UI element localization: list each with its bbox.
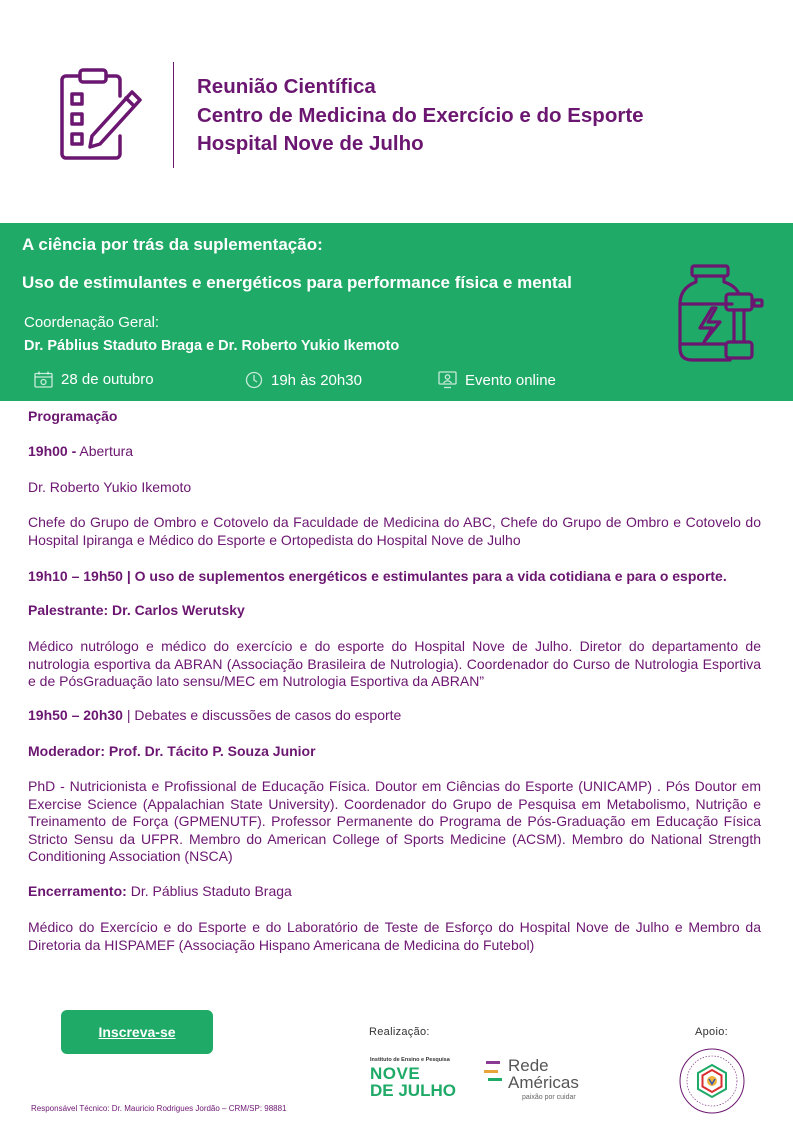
session-closing-bio: Médico do Exercício e do Esporte e do Laboratório de Teste de Esforço do Hospital Nove de Julho e Membro da Diretoria da HISPAMEF (Associação Hispano Americana de Medicina do Futebol)	[28, 919, 761, 953]
calendar-icon	[34, 371, 53, 388]
nove-logo-line2: DE JULHO	[370, 1081, 456, 1100]
session-closing-label: Encerramento:	[28, 883, 127, 899]
rede-logo-line2: Américas	[508, 1073, 579, 1092]
session-opening	[28, 443, 761, 461]
register-button[interactable]: Inscreva-se	[61, 1010, 213, 1054]
coordination-names: Dr. Páblius Staduto Braga e Dr. Roberto Yukio Ikemoto	[24, 338, 400, 354]
event-title: A ciência por trás da suplementação:	[22, 235, 323, 254]
event-mode-text: Evento online	[465, 371, 556, 389]
page-title	[197, 73, 644, 159]
session-closing-name: Dr. Páblius Staduto Braga	[126, 883, 292, 899]
session-opening-bio: Chefe do Grupo de Ombro e Cotovelo da Faculdade de Medicina do ABC, Chefe do Grupo de Ombro e Cotovelo do Hospital Ipiranga e Médico do Esporte e Ortopedista do Hospital Nove de Julho	[28, 514, 761, 548]
event-subtitle: Uso de estimulantes e energéticos para performance física e mental	[22, 273, 572, 292]
rede-logo-tagline: paixão por cuidar	[522, 1094, 576, 1101]
nove-logo-small: Instituto de Ensino e Pesquisa	[370, 1057, 450, 1063]
session-opening-title: Abertura	[76, 443, 134, 459]
clipboard-pencil-icon	[58, 66, 142, 162]
realizacao-label: Realização:	[369, 1026, 430, 1038]
responsible-technician: Responsável Técnico: Dr. Mauricio Rodrigues Jordão – CRM/SP: 98881	[31, 1104, 287, 1113]
title-line-3: Hospital Nove de Julho	[197, 132, 424, 155]
header-divider	[173, 62, 174, 168]
session-debate-bio: PhD - Nutricionista e Profissional de Educação Física. Doutor em Ciências do Esporte (UNICAMP) . Pós Doutor em Exercise Science (Appalachian State University). Coordenador do Grupo de Pesquisa em Metabolismo, Nutrição e Treinamento de Força (GPMENUTF). Professor Permanente do Programa de Pós-Graduação em Educação Física Stricto Sensu da UFPR. Membro do American College of Sports Medicine (ACSM). Membro do National Strength Conditioning Association (NSCA)	[28, 778, 761, 864]
title-line-2: Centro de Medicina do Exercício e do Esporte	[197, 103, 644, 127]
event-mode	[438, 371, 556, 389]
title-line-1: Reunião Científica	[197, 75, 376, 98]
session-debate-title: | Debates e discussões de casos do esporte	[122, 707, 402, 723]
session-talk-heading: 19h10 – 19h50 | O uso de suplementos energéticos e estimulantes para a vida cotidiana e para o esporte.	[28, 568, 727, 584]
session-debate	[28, 707, 761, 725]
online-event-icon	[438, 371, 457, 389]
nove-de-julho-logo	[370, 1057, 456, 1099]
rede-logo-line1: Rede	[508, 1056, 549, 1075]
event-time	[245, 371, 362, 389]
session-debate-time: 19h50 – 20h30	[28, 707, 123, 723]
clock-icon	[245, 371, 263, 389]
session-debate-moderator: Moderador: Prof. Dr. Tácito P. Souza Junior	[28, 743, 316, 759]
event-date-text: 28 de outubro	[61, 371, 154, 388]
supplement-jar-dumbbell-icon	[674, 262, 766, 366]
coordination-label: Coordenação Geral:	[24, 314, 160, 331]
event-time-text: 19h às 20h30	[271, 371, 362, 389]
session-closing	[28, 883, 761, 901]
session-talk-speaker: Palestrante: Dr. Carlos Werutsky	[28, 602, 245, 618]
hispamef-seal-icon	[678, 1047, 746, 1115]
program-heading: Programação	[28, 408, 118, 424]
session-opening-time: 19h00 -	[28, 443, 77, 459]
nove-logo-line1: NOVE	[370, 1064, 421, 1083]
event-date	[34, 371, 154, 388]
apoio-label: Apoio:	[695, 1026, 728, 1038]
rede-americas-mark-icon	[484, 1060, 502, 1084]
session-opening-speaker: Dr. Roberto Yukio Ikemoto	[28, 479, 192, 495]
session-talk-bio: Médico nutrólogo e médico do exercício e do esporte do Hospital Nove de Julho. Diretor do departamento de nutrologia esportiva da ABRAN (Associação Brasileira de Nutrologia). Coordenador do Curso de Nutrologia Esportiva e de PósGraduação lato sensu/MEC em Nutrologia Esportiva da ABRAN”	[28, 638, 761, 689]
